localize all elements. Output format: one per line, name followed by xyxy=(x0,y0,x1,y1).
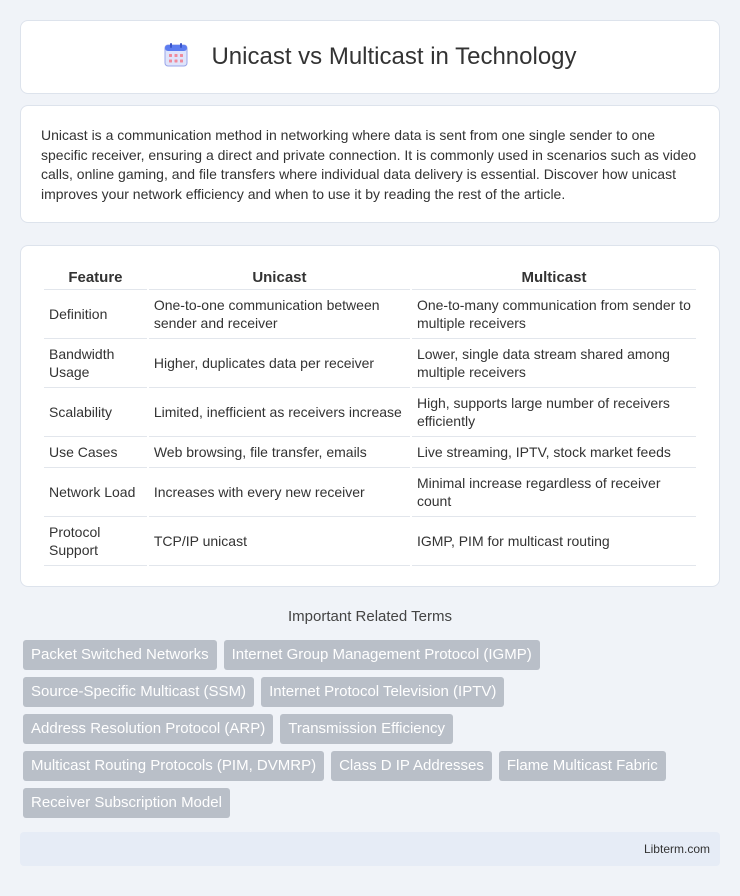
intro-card xyxy=(20,105,720,223)
table-cell: IGMP, PIM for multicast routing xyxy=(412,517,696,566)
table-row xyxy=(44,388,696,437)
comparison-table xyxy=(42,266,698,566)
table-row xyxy=(44,437,696,468)
related-term-tag[interactable]: Internet Group Management Protocol (IGMP) xyxy=(224,640,540,670)
header-feature: Feature xyxy=(44,266,147,290)
intro-text: Unicast is a communication method in networking where data is sent from one single sender to one specific receiver, ensuring a direct and private connection. It is commonly used in scenarios such as video calls, online gaming, and file transfers where individual data delivery is essential. Discover how unicast improves your network efficiency and when to use it by reading the rest of the article. xyxy=(41,127,697,202)
table-row xyxy=(44,517,696,566)
header-unicast: Unicast xyxy=(149,266,410,290)
table-cell: Protocol Support xyxy=(44,517,147,566)
table-cell: TCP/IP unicast xyxy=(149,517,410,566)
table-cell: Limited, inefficient as receivers increase xyxy=(149,388,410,437)
table-cell: Higher, duplicates data per receiver xyxy=(149,339,410,388)
related-terms-list xyxy=(23,640,723,818)
related-term-tag[interactable]: Transmission Efficiency xyxy=(280,714,453,744)
related-term-tag[interactable]: Flame Multicast Fabric xyxy=(499,751,666,781)
table-cell: One-to-many communication from sender to multiple receivers xyxy=(412,290,696,339)
table-cell: Use Cases xyxy=(44,437,147,468)
table-cell: Definition xyxy=(44,290,147,339)
header-multicast: Multicast xyxy=(412,266,696,290)
header-card xyxy=(20,20,720,94)
page-title: Unicast vs Multicast in Technology xyxy=(211,43,577,70)
table-row xyxy=(44,290,696,339)
related-term-tag[interactable]: Address Resolution Protocol (ARP) xyxy=(23,714,273,744)
table-cell: Lower, single data stream shared among multiple receivers xyxy=(412,339,696,388)
table-row xyxy=(44,468,696,517)
table-cell: One-to-one communication between sender and receiver xyxy=(149,290,410,339)
table-header-row xyxy=(44,266,696,290)
table-cell: Web browsing, file transfer, emails xyxy=(149,437,410,468)
related-term-tag[interactable]: Internet Protocol Television (IPTV) xyxy=(261,677,504,707)
footer-site-link[interactable]: Libterm.com xyxy=(643,842,710,856)
related-term-tag[interactable]: Receiver Subscription Model xyxy=(23,788,230,818)
footer xyxy=(20,832,720,866)
table-cell: Increases with every new receiver xyxy=(149,468,410,517)
table-row xyxy=(44,339,696,388)
table-cell: Scalability xyxy=(44,388,147,437)
table-cell: High, supports large number of receivers efficiently xyxy=(412,388,696,437)
related-term-tag[interactable]: Source-Specific Multicast (SSM) xyxy=(23,677,254,707)
table-cell: Minimal increase regardless of receiver count xyxy=(412,468,696,517)
related-term-tag[interactable]: Multicast Routing Protocols (PIM, DVMRP) xyxy=(23,751,324,781)
comparison-table-card xyxy=(20,245,720,587)
related-term-tag[interactable]: Class D IP Addresses xyxy=(331,751,492,781)
related-term-tag[interactable]: Packet Switched Networks xyxy=(23,640,217,670)
calendar-icon xyxy=(163,42,189,73)
table-cell: Live streaming, IPTV, stock market feeds xyxy=(412,437,696,468)
table-cell: Bandwidth Usage xyxy=(44,339,147,388)
related-terms-title: Important Related Terms xyxy=(288,608,452,625)
table-cell: Network Load xyxy=(44,468,147,517)
